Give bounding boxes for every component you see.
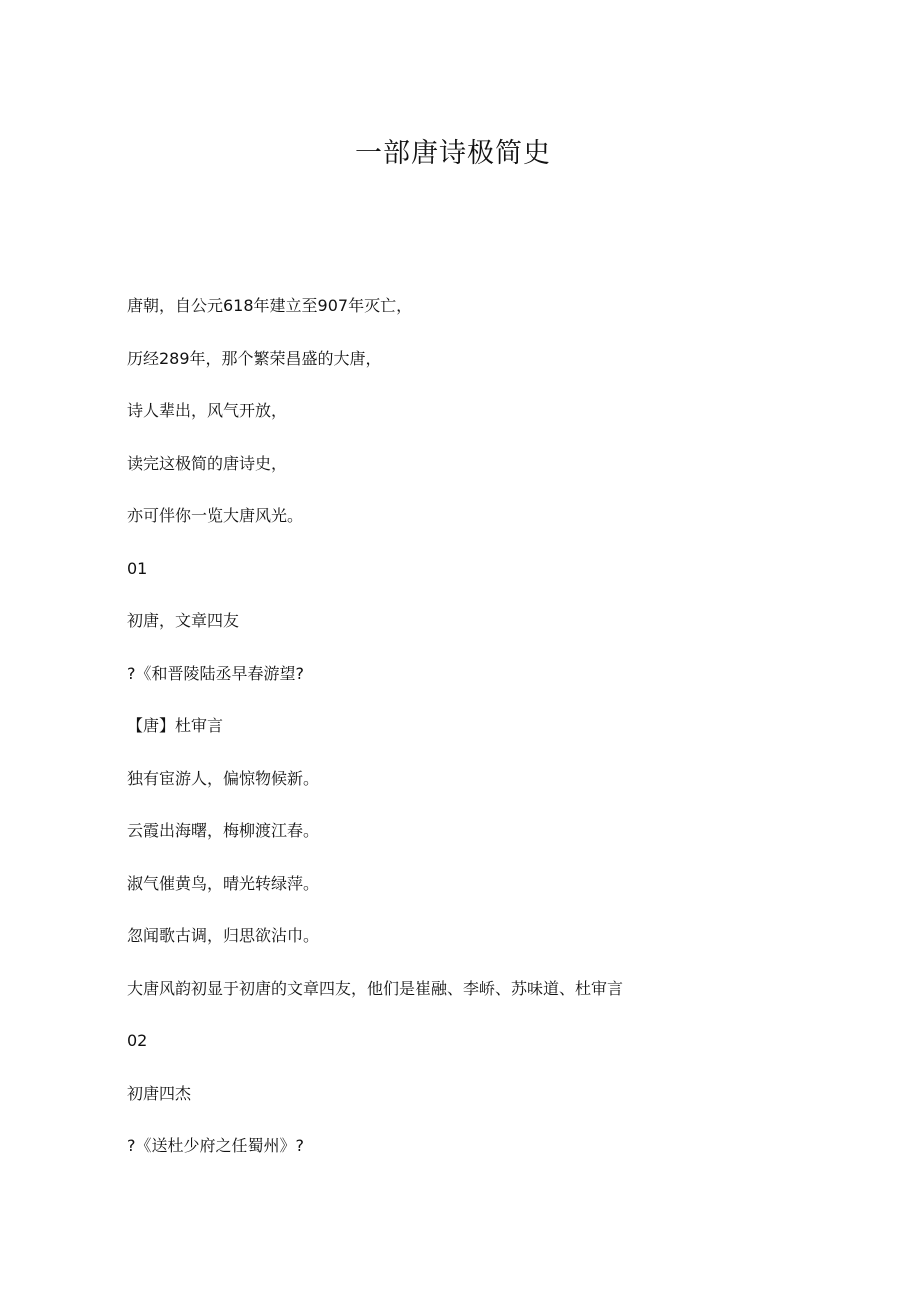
- paragraph-line: 亦可伴你一览大唐风光。: [127, 506, 304, 525]
- section-heading: 初唐，文章四友: [127, 611, 240, 630]
- paragraph-line: 读完这极简的唐诗史，: [127, 453, 288, 473]
- paragraph-line: 历经289年，那个繁荣昌盛的大唐，: [127, 348, 382, 368]
- poem-author: 【唐】杜审言: [127, 716, 224, 735]
- section-heading: 初唐四杰: [127, 1083, 192, 1103]
- section-number: 02: [127, 1031, 148, 1050]
- paragraph-line: 大唐风韵初显于初唐的文章四友，他们是崔融、李峤、苏味道、杜审言: [127, 978, 624, 998]
- document-body: [127, 291, 827, 1184]
- paragraph-line: 唐朝，自公元618年建立至907年灭亡，: [127, 296, 413, 315]
- poem-line: 独有宦游人，偏惊物候新。: [127, 768, 320, 788]
- paragraph-line: 诗人辈出，风气开放，: [127, 401, 288, 420]
- section-number: 01: [127, 558, 148, 578]
- poem-title: ?《和晋陵陆丞早春游望?: [127, 663, 304, 683]
- page-title: 一部唐诗极简史: [355, 138, 551, 169]
- poem-line: 忽闻歌古调，归思欲沾巾。: [127, 926, 320, 945]
- poem-title: ?《送杜少府之任蜀州》?: [127, 1136, 304, 1155]
- poem-line: 淑气催黄鸟，晴光转绿萍。: [127, 873, 320, 893]
- poem-line: 云霞出海曙，梅柳渡江春。: [127, 821, 320, 840]
